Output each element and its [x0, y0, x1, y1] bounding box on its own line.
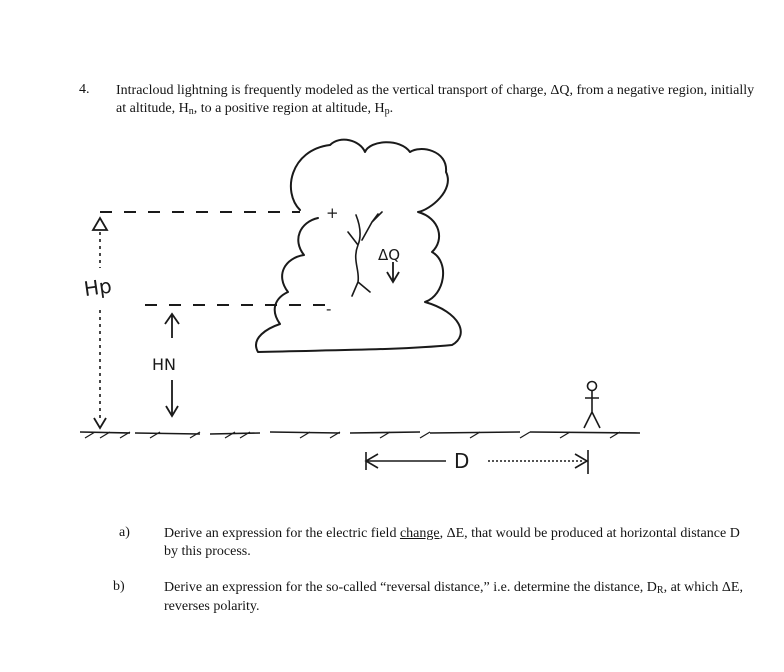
question-a-text — [164, 525, 744, 561]
d-arrow-right-icon — [575, 450, 588, 474]
ground-line — [80, 432, 640, 434]
problem-text-3: . — [389, 101, 394, 116]
question-a-underlined: change — [399, 526, 440, 541]
hp-arrow-down-icon — [94, 418, 106, 428]
question-b-label: b) — [113, 579, 125, 594]
question-b-text-2: , at which ΔE, reverses polarity. — [164, 580, 743, 614]
negative-charge-label: - — [326, 300, 332, 318]
problem-number: 4. — [79, 82, 90, 97]
hp-subscript: p — [384, 106, 390, 117]
question-a-text-2: , ΔE, that would be produced at horizontal distance D by this process. — [164, 526, 740, 559]
hn-label: HN — [152, 355, 176, 374]
observer-figure-icon — [584, 382, 600, 429]
hp-label: Hp — [82, 273, 114, 302]
question-a-text-1: Derive an expression for the electric field — [164, 526, 400, 541]
hp-arrow-up-icon — [93, 218, 107, 230]
hn-arrow-down-icon — [166, 380, 178, 416]
problem-text-1: Intracloud lightning is frequently modeled as the vertical transport of charge, ΔQ, from a negative region, initially at altitude, H — [116, 83, 755, 116]
dr-subscript: R — [656, 585, 664, 596]
question-b-text-1: Derive an expression for the so-called “reversal distance,” i.e. determine the distance, D — [164, 580, 657, 595]
d-label: D — [454, 449, 470, 473]
dq-label: ΔQ — [378, 246, 401, 264]
question-b-text — [164, 579, 744, 616]
hn-subscript: n — [188, 106, 194, 117]
lightning-channel — [348, 212, 382, 296]
dq-arrow-icon — [387, 262, 399, 282]
problem-text-2: , to a positive region at altitude, H — [193, 101, 385, 116]
question-a-label: a) — [119, 525, 130, 540]
positive-charge-label: + — [326, 204, 339, 222]
hn-arrow-up-icon — [165, 314, 179, 338]
